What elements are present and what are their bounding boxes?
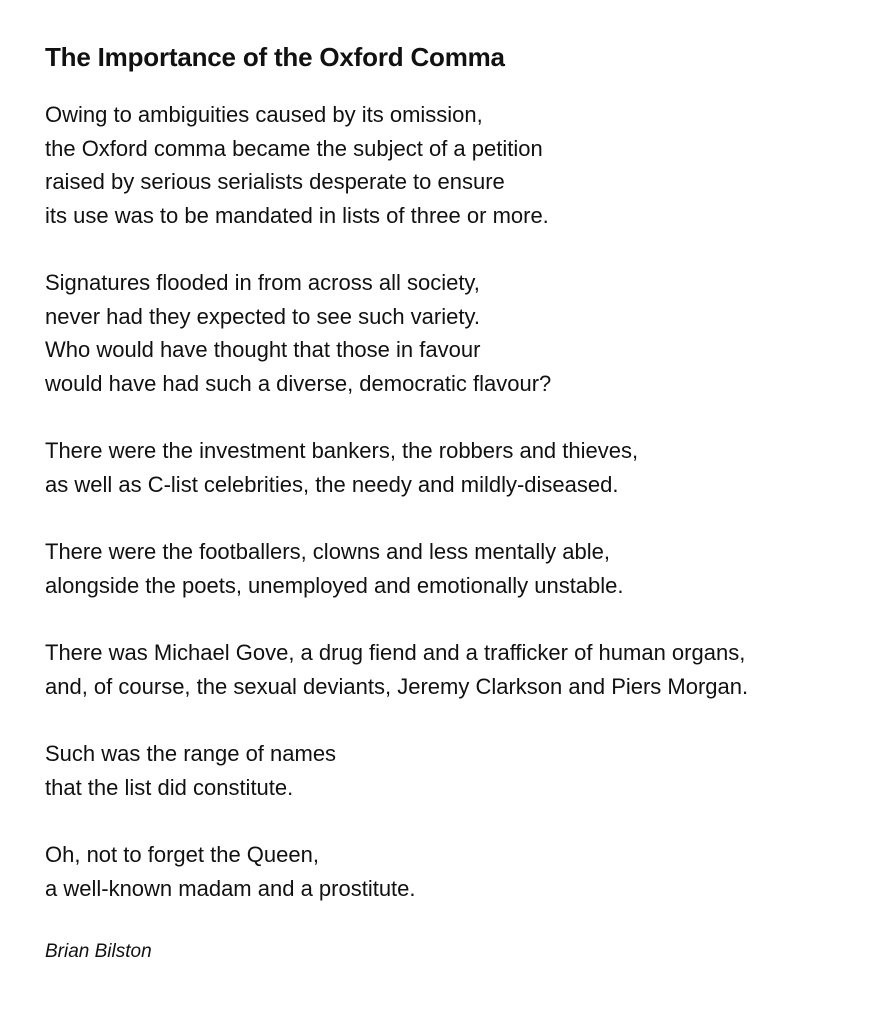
stanza-1: [45, 98, 865, 232]
poem-line: Owing to ambiguities caused by its omission,: [45, 102, 483, 127]
poem-line: Such was the range of names: [45, 741, 337, 766]
poem-page: [45, 40, 865, 965]
stanza-5: [45, 636, 865, 703]
poem-line: There was Michael Gove, a drug fiend and a trafficker of human organs,: [45, 640, 746, 665]
poem-line: There were the investment bankers, the robbers and thieves,: [45, 438, 639, 463]
poem-line: would have had such a diverse, democratic flavour?: [45, 370, 552, 396]
poem-line: a well-known madam and a prostitute.: [45, 875, 416, 901]
stanza-3: [45, 434, 865, 501]
poem-line: Oh, not to forget the Queen,: [45, 842, 319, 867]
stanza-6: [45, 737, 865, 804]
poem-line: its use was to be mandated in lists of three or more.: [45, 202, 549, 228]
poem-line: the Oxford comma became the subject of a petition: [45, 135, 543, 161]
stanza-7: [45, 838, 865, 905]
poem-line: as well as C-list celebrities, the needy and mildly-diseased.: [45, 471, 619, 497]
poem-line: never had they expected to see such variety.: [45, 303, 480, 329]
poem-line: Who would have thought that those in favour: [45, 337, 481, 362]
poem-line: that the list did constitute.: [45, 774, 294, 800]
poem-line: Signatures flooded in from across all society,: [45, 270, 480, 295]
poem-title: The Importance of the Oxford Comma: [45, 42, 505, 72]
poem-line: alongside the poets, unemployed and emotionally unstable.: [45, 572, 624, 598]
poem-line: and, of course, the sexual deviants, Jeremy Clarkson and Piers Morgan.: [45, 673, 749, 699]
poem-line: There were the footballers, clowns and less mentally able,: [45, 539, 610, 564]
stanza-4: [45, 535, 865, 602]
poem-author: Brian Bilston: [45, 941, 152, 962]
stanza-2: [45, 266, 865, 400]
poem-line: raised by serious serialists desperate to ensure: [45, 169, 505, 194]
